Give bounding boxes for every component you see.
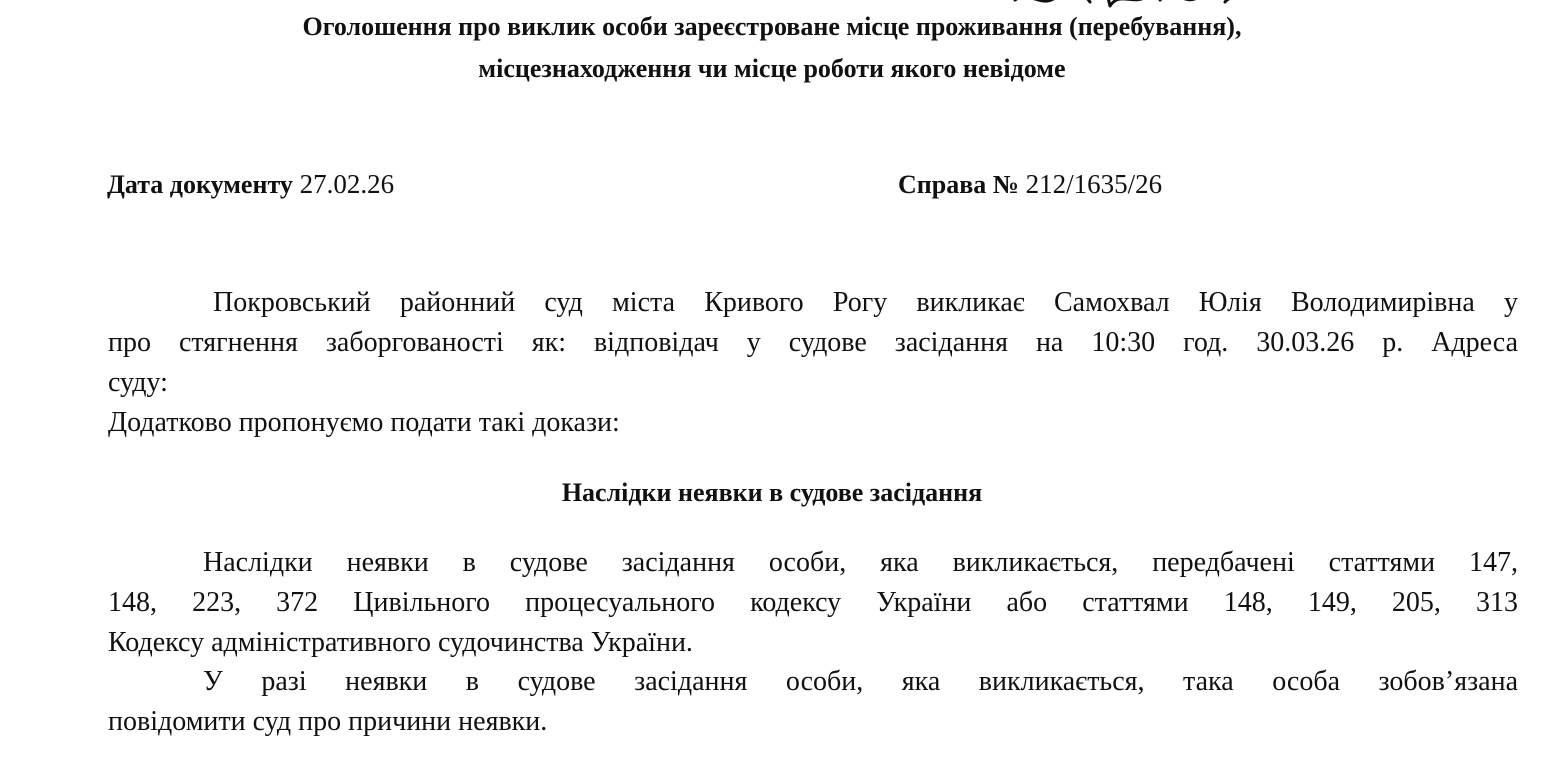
summons-line-3: суду: [108,367,168,398]
document-title-line-2: місцезнаходження чи місце роботи якого невідоме [478,54,1066,83]
case-label: Справа № [898,170,1019,199]
case-number [898,167,1162,202]
consequences-p1-line-3: Кодексу адміністративного судочинства України. [108,627,693,658]
date-value: 27.02.26 [299,169,395,199]
document-title-line-1: Оголошення про виклик особи зареєстроване місце проживання (перебування), [302,12,1242,41]
case-value: 212/1635/26 [1025,169,1163,199]
document-date [107,167,394,202]
consequences-p2-line-2: повідомити суд про причини неявки. [108,706,548,737]
handwritten-mark [1010,0,1270,10]
consequences-paragraph-2 [108,662,1518,742]
summons-line-2: про стягнення заборгованості як: відповідач у судове засідання на 10:30 год. 30.03.26 р. Адреса [108,327,1518,358]
consequences-heading: Наслідки неявки в судове засідання [561,478,983,507]
summons-paragraph [108,283,1518,443]
consequences-paragraph-1 [108,543,1518,663]
consequences-p2-line-1: У разі неявки в судове засідання особи, яка викликається, така особа зобов’язана [203,666,1518,697]
summons-line-1: Покровський районний суд міста Кривого Рогу викликає Самохвал Юлія Володимирівна у [213,287,1518,318]
date-label: Дата документу [107,170,293,199]
summons-line-4: Додатково пропонуємо подати такі докази: [108,407,620,438]
consequences-p1-line-2: 148, 223, 372 Цивільного процесуального кодексу України або статтями 148, 149, 205, 313 [108,587,1518,618]
consequences-p1-line-1: Наслідки неявки в судове засідання особи, яка викликається, передбачені статтями 147, [203,547,1518,578]
